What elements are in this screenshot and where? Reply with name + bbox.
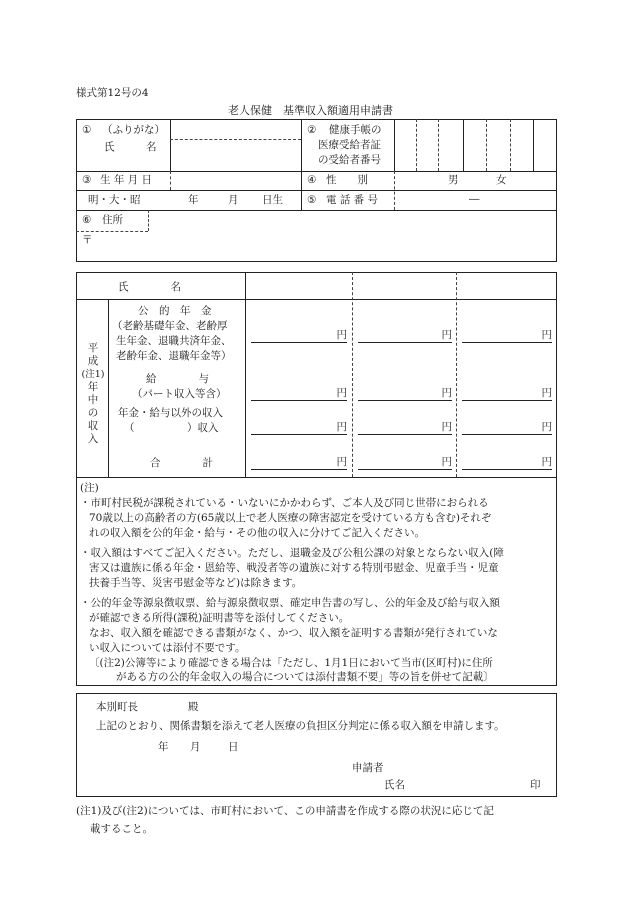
furigana-label: （ふりがな） — [102, 124, 165, 136]
birth-year-label: 年 — [188, 194, 199, 206]
form-number: 様式第12号の4 — [76, 87, 149, 99]
other-income-label: 年金・給与以外の収入 — [118, 407, 223, 419]
side-label-chu: 中 — [87, 394, 99, 406]
side-label-sei: 成 — [87, 355, 99, 367]
phone-label: 電 話 番 号 — [326, 194, 379, 206]
sex-male-option[interactable]: 男 — [448, 174, 459, 186]
postal-mark: 〒 — [82, 234, 93, 246]
applicant-name-field[interactable] — [410, 776, 526, 793]
notes-heading: (注) — [80, 482, 99, 494]
applicant-name-label: 氏名 — [384, 779, 405, 791]
pension-detail-3: 老齢年金、退職年金等） — [116, 350, 232, 362]
birth-month-label: 月 — [228, 194, 239, 206]
pension-label: 公 的 年 金 — [138, 305, 212, 317]
note3-line4: い収入については添付不要です。 — [89, 642, 246, 654]
other-amount-3[interactable]: 円 — [462, 420, 552, 435]
birth-day-label: 日生 — [262, 194, 283, 206]
salary-amount-1[interactable]: 円 — [251, 386, 347, 401]
certificate-number-field[interactable] — [395, 120, 556, 170]
other-amount-1[interactable]: 円 — [251, 420, 347, 435]
certificate-label-3: の受給者番号 — [318, 154, 381, 166]
application-statement: 上記のとおり、関係書類を添えて老人医療の負担区分判定に係る収入額を申請します。 — [96, 720, 505, 732]
name-num: ① — [82, 124, 92, 136]
total-amount-1[interactable]: 円 — [251, 455, 347, 470]
address-field[interactable] — [96, 233, 554, 259]
note2-line1: ・収入額はすべてご記入ください。ただし、退職金及び公租公課の対象とならない収入(障 — [80, 547, 504, 559]
name-label: 氏 名 — [104, 141, 157, 153]
note2-line2: 害又は遺族に係る年金・恩給等、戦没者等の遺族に対する特別弔慰金、児童手当・児童 — [89, 562, 499, 574]
birth-label: 生 年 月 日 — [100, 174, 153, 186]
date-year-label: 年 — [158, 741, 169, 753]
note1-line3: れの収入額を公的年金・給与・その他の収入に分けてご記入ください。 — [89, 527, 425, 539]
footer-line2: 載すること。 — [90, 823, 153, 835]
salary-detail: （パート収入等含） — [132, 388, 227, 400]
salary-amount-2[interactable]: 円 — [358, 386, 452, 401]
phone-dash: ― — [469, 193, 480, 205]
sex-num: ④ — [307, 174, 317, 186]
pension-amount-2[interactable]: 円 — [358, 328, 452, 343]
address-num: ⑥ — [82, 214, 92, 226]
pension-amount-3[interactable]: 円 — [462, 328, 552, 343]
pension-amount-1[interactable]: 円 — [251, 328, 347, 343]
phone-field[interactable] — [396, 192, 556, 209]
honorific: 殿 — [188, 701, 199, 713]
applicant-label: 申請者 — [352, 762, 384, 774]
date-day-label: 日 — [228, 741, 239, 753]
side-label-nen: 年 — [87, 381, 99, 393]
total-amount-3[interactable]: 円 — [462, 455, 552, 470]
note3-line5: 〔(注2)公簿等により確認できる場合は「ただし、1月1日において当市(区町村)に住所 — [89, 657, 493, 669]
phone-num: ⑤ — [307, 194, 317, 206]
note3-line1: ・公的年金等源泉徴収票、給与源泉徴収票、確定申告書の写し、公的年金及び給与収入額 — [80, 597, 500, 609]
note3-line2: が確認できる所得(課税)証明書等を添付してください。 — [89, 612, 350, 624]
member-name-field-1[interactable] — [247, 274, 351, 298]
certificate-num: ② — [307, 124, 317, 136]
total-label: 合 計 — [150, 457, 213, 469]
side-label-heisei: 平 — [87, 342, 99, 354]
pension-detail-1: （老齢基礎年金、老齢厚 — [112, 320, 228, 332]
form-title: 老人保健 基準収入額適用申請書 — [228, 104, 393, 117]
certificate-label-2: 医療受給者証 — [318, 139, 381, 151]
salary-label: 給 与 — [146, 373, 209, 385]
note2-line3: 扶養手当等、災害弔慰金等など)は除きます。 — [89, 577, 303, 589]
note3-line3: なお、収入額を確認できる書類がなく、かつ、収入額を証明する書類が発行されていな — [89, 627, 498, 639]
sex-label: 性 別 — [326, 174, 368, 186]
certificate-label-1: 健康手帳の — [329, 124, 382, 136]
sex-female-option[interactable]: 女 — [496, 174, 507, 186]
era-options[interactable]: 明・大・昭 — [88, 194, 141, 206]
addressee: 本別町長 — [96, 701, 138, 713]
seal-mark: 印 — [530, 779, 541, 791]
footer-line1: (注1)及び(注2)については、市町村において、この申請書を作成する際の状況に応じて記 — [76, 805, 494, 817]
furigana-field[interactable] — [172, 122, 300, 138]
member-name-field-2[interactable] — [354, 274, 455, 298]
date-month-label: 月 — [190, 741, 201, 753]
income-name-header: 氏 名 — [118, 281, 181, 293]
side-label-shu: 収 — [87, 420, 99, 432]
note1-line1: ・市町村民税が課税されている・いないにかかわらず、ご本人及び同じ世帯におられる — [80, 497, 489, 509]
salary-amount-3[interactable]: 円 — [462, 386, 552, 401]
side-label-no: の — [87, 407, 99, 419]
other-amount-2[interactable]: 円 — [358, 420, 452, 435]
name-field[interactable] — [172, 141, 300, 169]
side-label-note1: (注1) — [81, 369, 105, 380]
side-label-nyu: 入 — [87, 433, 99, 445]
birth-num: ③ — [82, 174, 92, 186]
member-name-field-3[interactable] — [458, 274, 556, 298]
note1-line2: 70歳以上の高齢者の方(65歳以上で老人医療の障害認定を受けている方も含む)それぞ — [89, 512, 492, 524]
note3-line6: がある方の公的年金収入の場合については添付書類不要」等の旨を併せて記載〕 — [116, 671, 494, 683]
address-label: 住所 — [102, 214, 123, 226]
other-income-detail: （ ）収入 — [124, 422, 219, 434]
pension-detail-2: 生年金、退職共済年金、 — [116, 335, 232, 347]
total-amount-2[interactable]: 円 — [358, 455, 452, 470]
